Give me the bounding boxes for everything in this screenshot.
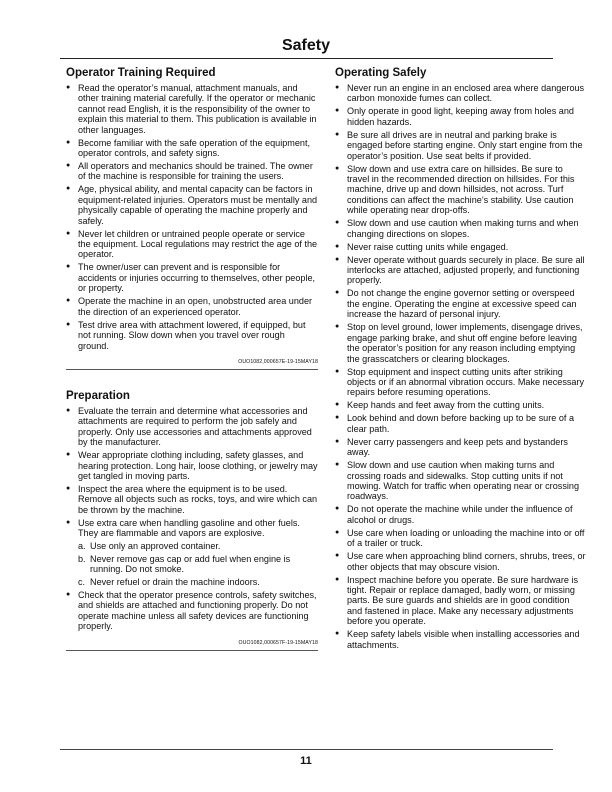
list-item: ● Do not operate the machine while under the influence of alcohol or drugs. bbox=[335, 504, 587, 525]
list-item: ● Inspect machine before you operate. Be sure hardware is tight. Repair or replace damaged, badly worn, or missing parts. Be sure guards and shields are in good condition and fastened in place. Make any necessary adjustments before you operate. bbox=[335, 575, 587, 627]
list-item-fuel bbox=[66, 518, 318, 588]
right-column bbox=[335, 66, 587, 653]
sub-item bbox=[78, 577, 318, 587]
list-item: ● Age, physical ability, and mental capacity can be factors in equipment-related injuries. Operators must be mentally and physically capable of operating the machine properly and safely. bbox=[66, 184, 318, 226]
list-item: ● Never let children or untrained people operate or service the equipment. Local regulations may restrict the age of the operator. bbox=[66, 229, 318, 260]
fuel-item-text: Use extra care when handling gasoline and other fuels. They are flammable and vapors are explosive. bbox=[78, 517, 300, 539]
list-item: ● Slow down and use caution when making turns and when changing directions on slopes. bbox=[335, 218, 587, 239]
list-item: ● Use care when loading or unloading the machine into or off of a trailer or truck. bbox=[335, 528, 587, 549]
list-item: ● Use care when approaching blind corners, shrubs, trees, or other objects that may obscure vision. bbox=[335, 551, 587, 572]
list-item: ● Only operate in good light, keeping away from holes and hidden hazards. bbox=[335, 106, 587, 127]
list-item: ● Inspect the area where the equipment is to be used. Remove all objects such as rocks, toys, and wire which can be thrown by the machine. bbox=[66, 484, 318, 515]
operator-training-heading: Operator Training Required bbox=[66, 67, 216, 79]
list-item: ● Never run an engine in an enclosed area where dangerous carbon monoxide fumes can collect. bbox=[335, 83, 587, 104]
list-item: ● The owner/user can prevent and is responsible for accidents or injuries occurring to themselves, other people, or property. bbox=[66, 262, 318, 293]
sub-item-mark: b. bbox=[78, 553, 86, 564]
sub-item bbox=[78, 554, 318, 575]
sub-item bbox=[78, 541, 318, 551]
list-item: ● Keep safety labels visible when installing accessories and attachments. bbox=[335, 629, 587, 650]
list-item: ● Never carry passengers and keep pets and bystanders away. bbox=[335, 437, 587, 458]
operator-training-list bbox=[66, 83, 318, 351]
preparation-list bbox=[66, 406, 318, 632]
list-item: ● Operate the machine in an open, unobstructed area under the direction of an experienced operator. bbox=[66, 296, 318, 317]
list-item: ● Look behind and down before backing up to be sure of a clear path. bbox=[335, 413, 587, 434]
list-item: ● Be sure all drives are in neutral and parking brake is engaged before starting engine. Only start engine from the operator’s position. Use seat belts if provided. bbox=[335, 130, 587, 161]
footer-rule bbox=[60, 749, 553, 750]
list-item: ● Do not change the engine governor setting or overspeed the engine. Operating the engine at excessive speed can increase the hazard of personal injury. bbox=[335, 288, 587, 319]
list-item: ● Become familiar with the safe operation of the equipment, operator controls, and safety signs. bbox=[66, 138, 318, 159]
operator-training-section bbox=[66, 66, 318, 370]
list-item: ● Evaluate the terrain and determine what accessories and attachments are required to perform the job safely and properly. Only use accessories and attachments approved by the manufacturer. bbox=[66, 406, 318, 448]
title-rule bbox=[60, 58, 553, 59]
list-item: ● Slow down and use extra care on hillsides. Be sure to travel in the recommended direction on hillsides. For this machine, drive up and down hillsides, not across. Turf conditions can affect the machine’s stability. Use caution while operating near drop-offs. bbox=[335, 164, 587, 216]
list-item: ● Keep hands and feet away from the cutting units. bbox=[335, 400, 587, 410]
list-item: ● Never raise cutting units while engaged. bbox=[335, 242, 587, 252]
list-item: ● Never operate without guards securely in place. Be sure all interlocks are attached, adjusted properly, and functioning properly. bbox=[335, 255, 587, 286]
list-item: ● Wear appropriate clothing including, safety glasses, and hearing protection. Long hair, loose clothing, or jewelry may get tangled in moving parts. bbox=[66, 450, 318, 481]
sub-item-text: Never refuel or drain the machine indoors. bbox=[90, 576, 260, 587]
doc-ref: OUO1082,000657E-19-15MAY18 bbox=[238, 358, 318, 365]
operating-safely-section bbox=[335, 66, 587, 650]
section-divider bbox=[66, 650, 318, 651]
fuel-sub-list bbox=[78, 541, 318, 588]
preparation-heading: Preparation bbox=[66, 389, 130, 402]
list-item: ● All operators and mechanics should be trained. The owner of the machine is responsible for training the users. bbox=[66, 161, 318, 182]
page-number: 11 bbox=[300, 755, 312, 767]
page-title: Safety bbox=[281, 37, 331, 54]
sub-item-text: Never remove gas cap or add fuel when engine is running. Do not smoke. bbox=[90, 553, 291, 574]
doc-ref: OUO1082,000657F-19-15MAY18 bbox=[238, 639, 318, 646]
section-divider bbox=[66, 369, 318, 370]
operating-safely-heading: Operating Safely bbox=[335, 67, 427, 79]
list-item: ● Read the operator’s manual, attachment manuals, and other training material carefully. If the operator or mechanic cannot read English, it is the responsibility of the owner to explain this material to them. This publication is available in other languages. bbox=[66, 83, 318, 135]
list-item: ● Stop equipment and inspect cutting units after striking objects or if an abnormal vibration occurs. Make necessary repairs before resuming operations. bbox=[335, 367, 587, 398]
left-column bbox=[66, 66, 318, 651]
preparation-section bbox=[66, 389, 318, 651]
sub-item-mark: a. bbox=[78, 540, 86, 551]
operating-safely-list bbox=[335, 83, 587, 650]
list-item: ● Check that the operator presence controls, safety switches, and shields are attached and functioning properly. Do not operate machine unless all safety devices are functioning properly. bbox=[66, 590, 318, 632]
list-item: ● Slow down and use caution when making turns and crossing roads and sidewalks. Stop cutting units if not mowing. Watch for traffic when operating near or crossing roadways. bbox=[335, 460, 587, 502]
sub-item-text: Use only an approved container. bbox=[90, 540, 221, 551]
list-item: ● Test drive area with attachment lowered, if equipped, but not running. Slow down when you travel over rough ground. bbox=[66, 320, 318, 351]
list-item: ● Stop on level ground, lower implements, disengage drives, engage parking brake, and shut off engine before leaving the operator’s position for any reason including emptying the grasscatchers or clearing blockages. bbox=[335, 322, 587, 364]
sub-item-mark: c. bbox=[78, 576, 86, 587]
